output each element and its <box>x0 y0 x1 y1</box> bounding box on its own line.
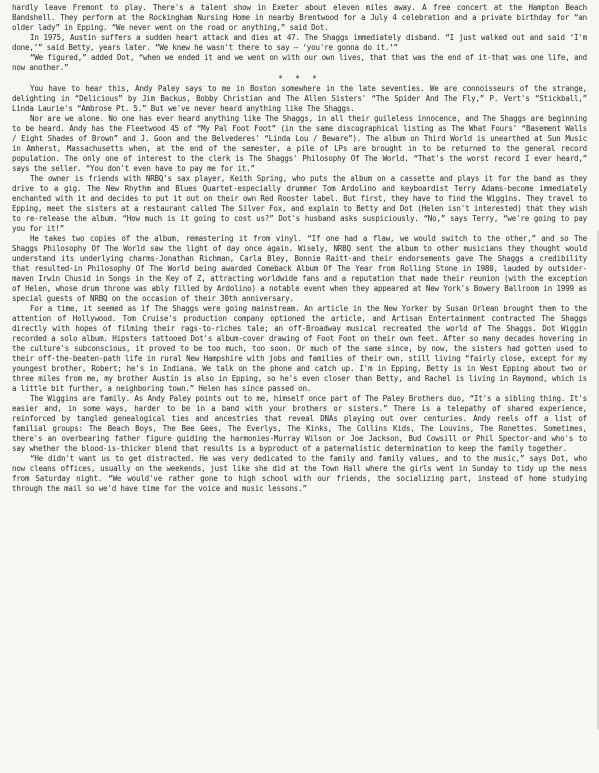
paragraph: Nor are we alone. No one has ever heard anything like The Shaggs, in all their guileless innocence, and The Shaggs are beginning to be heard. Andy has the Fleetwood 45 of “My Pal Foot Foot” (in the same discographical listing as The What Fours' “Basement Walls / Eight Shades of Brown” and J. Goon and the Belvederes' “Linda Lou / Beware”). The album on Third World is unearthed at Sun Music in Amherst, Massachusetts when, at the end of the semester, a pile of LPs are brought in to be returned to the general record population. The only one of interest to the clerk is The Shaggs' Philosophy Of The World. “That's the worst record I ever heard,” says the seller. “You don't even have to pay me for it.” <box>12 114 587 173</box>
paragraph: In 1975, Austin suffers a sudden heart attack and dies at 47. The Shaggs immediately disband. “I just walked out and said ‘I'm done,’” said Betty, years later. “We knew he wasn't there to say — ‘you're gonna do it.’” <box>12 33 587 52</box>
paragraph: For a time, it seemed as if The Shaggs were going mainstream. An article in the New Yorker by Susan Orlean brought them to the attention of Hollywood. Tom Cruise's production company optioned the article, and Artisan Entertainment contracted The Shaggs directly with hopes of filming their rags-to-riches tale; an off-Broadway musical recreated the world of The Shaggs. Dot Wiggin recorded a solo album. Hipsters tattooed Dot's album-cover drawing of Foot Foot on their own feet. After so many decades hovering in the culture's subconscious, it proved to be too much, too soon. Or much of the same since, by now, the sisters had gotten used to their off-the-beaten-path life in rural New Hampshire with jobs and families of their own, still living “fairly close, except for my youngest brother, Robert; he's in Indiana. We talk on the phone and catch up. I'm in Epping, Betty is in West Epping about two or three miles from me, my brother Austin is also in Epping, so he's even closer than Betty, and Rachel is living in Raymond, which is a little bit further, a neighboring town.” Helen has since passed on. <box>12 304 587 393</box>
paragraph: “We figured,” added Dot, “when we ended it and we went on with our own lives, that that was the end of it-that was one life, and now another.” <box>12 53 587 72</box>
paragraph: The Wiggins are family. As Andy Paley points out to me, himself once part of The Paley Brothers duo, “It's a sibling thing. It's easier and, in some ways, harder to be in a band with your brothers or sisters.” There is a telepathy of shared experience, reinforced by tangled genealogical ties and ancestries that reveal DNAs playing out over centuries. Andy reels off a list of familial groups: The Beach Boys, The Bee Gees, The Everlys, The Kinks, The Collins Kids, The Louvins, The Ronettes. Sometimes, there's an overbearing father figure guiding the harmonies-Murray Wilson or Joe Jackson, Bud Cowsill or Phil Spector-and who's to say whether the blood-is-thicker blend that results is a byproduct of a paternalistic determination to keep the family together. <box>12 394 587 453</box>
paragraph: He takes two copies of the album, remastering it from vinyl. “If one had a flaw, we would switch to the other,” and so The Shaggs Philosophy Of The World saw the light of day once again. Wisely, NRBQ sent the album to other musicians they thought would understand its underlying charms-Jonathan Richman, Carla Bley, Bonnie Raitt-and their endorsements gave The Shaggs a credibility that resulted-in Philosophy Of The World being awarded Comeback Album Of The Year from Rolling Stone in 1980, lauded by outsider-maven Irwin Chusid in Songs in the Key of Z, attracting worldwide fans and a reputation that made their reunion (with the exception of Helen, whose drum throne was ably filled by Ardolino) a notable event when they appeared at New York's Bowery Ballroom in 1999 as special guests of NRBQ on the occasion of their 30th anniversary. <box>12 234 587 303</box>
paragraph: “He didn't want us to get distracted. He was very dedicated to the family and family values, and to the music,” says Dot, who now cleans offices, usually on the weekends, just like she did at the Town Hall where the girls went in Sunday to tidy up the mess from Saturday night. “We would've rather gone to high school with our friends, the socializing part, instead of home studying through the mail so we'd have time for the voice and music lessons.” <box>12 454 587 493</box>
section-separator: * * * <box>278 74 321 83</box>
paragraph: The owner is friends with NRBQ's sax player, Keith Spring, who puts the album on a cassette and plays it for the band as they drive to a gig. The New Rhythm and Blues Quartet-especially drummer Tom Ardolino and keyboardist Terry Adams-become immediately enchanted with it and decides to put it out on their own Red Rooster label. But first, they have to find the Wiggins. They travel to Epping, meet the sisters at a restaurant called The Silver Fox, and explain to Betty and Dot (Helen isn't interested) that they wish to re-release the album. “How much is it going to cost us?” Dot's husband asks suspiciously. “No,” says Terry, “we're going to pay you for it!” <box>12 174 587 233</box>
paragraph: You have to hear this, Andy Paley says to me in Boston somewhere in the late seventies. We are connoisseurs of the strange, delighting in “Delicious” by Jim Backus, Bobby Christian and The Allen Sisters' “The Spider And The Fly,” P. Vert's “Stickball,” Linda Laurie's “Ambrose Pt. 5.” But we've never heard anything like The Shaggs. <box>12 84 587 113</box>
paragraph: hardly leave Fremont to play. There's a talent show in Exeter about eleven miles away. A free concert at the Hampton Beach Bandshell. They perform at the Rockingham Nursing Home in nearby Brentwood for a July 4 celebration and a private birthday for “an older lady” in Epping. “We never went on the road or anything,” said Dot. <box>12 3 587 32</box>
